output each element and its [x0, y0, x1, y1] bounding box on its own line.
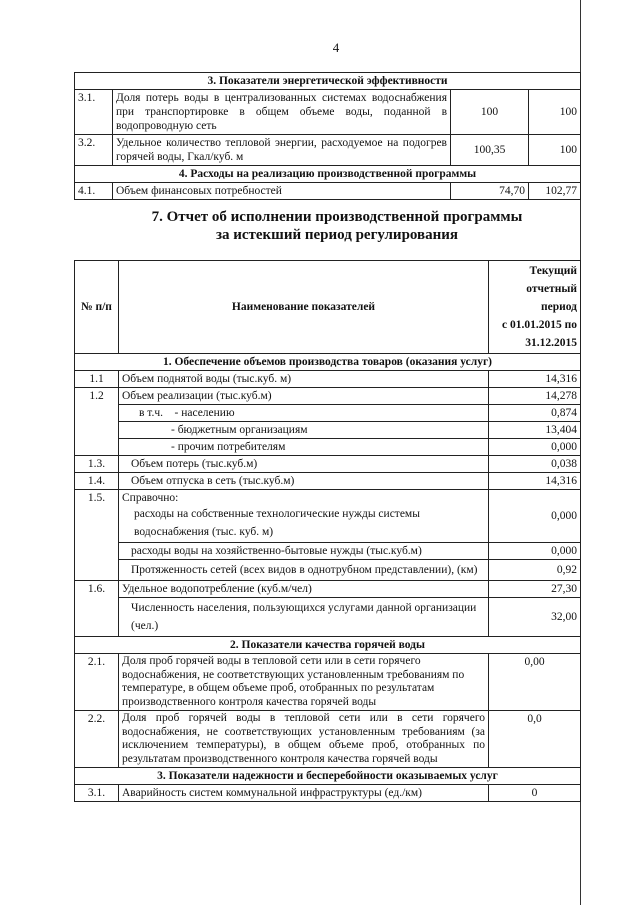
row-value: 27,30: [489, 581, 581, 598]
row-value-plan: 100: [451, 90, 529, 135]
row-number: 1.3.: [75, 456, 119, 473]
row-name: [119, 490, 489, 543]
row-value: 13,404: [489, 422, 581, 439]
table-row: [75, 543, 581, 560]
row-value-plan: 100,35: [451, 135, 529, 166]
table-row: [75, 598, 581, 637]
row-number: 1.4.: [75, 473, 119, 490]
row-value-fact: 100: [529, 135, 581, 166]
row-subname: расходы на собственные технологические нужды системы водоснабжения (тыс. куб. м): [134, 508, 420, 538]
row-name: - бюджетным организациям: [119, 422, 489, 439]
header-number: № п/п: [75, 261, 119, 354]
table-row: [75, 388, 581, 405]
table-row: [75, 183, 581, 200]
table-row: [75, 560, 581, 581]
row-value: 14,316: [489, 473, 581, 490]
header-period-line: отчетный период: [526, 283, 577, 313]
row-value: 0,0: [489, 711, 581, 768]
row-value-fact: 100: [529, 90, 581, 135]
table-row: [75, 711, 581, 768]
header-period: [489, 261, 581, 354]
table-row: [75, 439, 581, 456]
row-name: расходы воды на хозяйственно-бытовые нужды (тыс.куб.м): [119, 543, 489, 560]
section-title: 3. Показатели энергетической эффективности: [75, 73, 581, 90]
table-row: [75, 785, 581, 802]
heading-line-1: 7. Отчет об исполнении производственной программы: [151, 209, 523, 225]
row-value: 0,000: [489, 439, 581, 456]
row-value: 0,874: [489, 405, 581, 422]
row-value: 14,316: [489, 371, 581, 388]
row-number: 1.2: [75, 388, 119, 456]
row-name: Доля потерь воды в централизованных системах водоснабжения при транспортировке в общем объеме воды, поданной в водопроводную сеть: [113, 90, 451, 135]
row-number: 4.1.: [75, 183, 113, 200]
table-row: [75, 90, 581, 135]
row-prefix: в т.ч.: [139, 407, 163, 419]
row-value: 0,92: [489, 560, 581, 581]
row-number: 3.1.: [75, 90, 113, 135]
header-period-line: с 01.01.2015 по: [502, 319, 577, 331]
report-heading: [74, 208, 600, 244]
row-number: 1.5.: [75, 490, 119, 581]
table-row: [75, 422, 581, 439]
row-value: 0: [489, 785, 581, 802]
row-value-fact: 102,77: [529, 183, 581, 200]
row-number: 1.1: [75, 371, 119, 388]
row-value: 0,000: [489, 490, 581, 543]
row-name: Протяженность сетей (всех видов в однотрубном представлении), (км): [119, 560, 489, 581]
row-number: 2.1.: [75, 654, 119, 711]
row-number: 3.2.: [75, 135, 113, 166]
row-value: 0,00: [489, 654, 581, 711]
row-value: 0,000: [489, 543, 581, 560]
table-row: [75, 473, 581, 490]
header-period-line: Текущий: [529, 265, 577, 277]
row-value-plan: 74,70: [451, 183, 529, 200]
page-number: 4: [332, 40, 340, 55]
row-number: 1.6.: [75, 581, 119, 637]
row-name: Аварийность систем коммунальной инфраструктуры (ед./км): [119, 785, 489, 802]
row-name: Объем финансовых потребностей: [113, 183, 451, 200]
section-title: 1. Обеспечение объемов производства товаров (оказания услуг): [75, 354, 581, 371]
row-value: 14,278: [489, 388, 581, 405]
header-name: Наименование показателей: [119, 261, 489, 354]
row-value: 0,038: [489, 456, 581, 473]
row-name: Численность населения, пользующихся услугами данной организации (чел.): [119, 598, 489, 637]
row-name: Удельное количество тепловой энергии, расходуемое на подогрев горячей воды, Гкал/куб. м: [113, 135, 451, 166]
table-row: [75, 371, 581, 388]
row-name: Объем потерь (тыс.куб.м): [119, 456, 489, 473]
row-value: 32,00: [489, 598, 581, 637]
row-name: [119, 405, 489, 422]
energy-efficiency-table: [74, 72, 581, 200]
row-number: 3.1.: [75, 785, 119, 802]
row-name: Доля проб горячей воды в тепловой сети или в сети горячего водоснабжения, не соответствующих установленным требованиям (за исключением температуры), в общем объеме проб, отобранных по результатам производственного контроля качества горячей воды: [119, 711, 489, 768]
heading-line-2: за истекший период регулирования: [215, 227, 459, 243]
table-row: [75, 654, 581, 711]
table-row: [75, 581, 581, 598]
row-name: Доля проб горячей воды в тепловой сети или в сети горячего водоснабжения, не соответствующих установленным требованиям по температуре, в общем объеме проб, отобранных по результатам производственного контроля качества горячей воды: [119, 654, 489, 711]
table-row: [75, 135, 581, 166]
row-name: Объем реализации (тыс.куб.м): [119, 388, 489, 405]
row-name: Объем отпуска в сеть (тыс.куб.м): [119, 473, 489, 490]
table-row: [75, 490, 581, 543]
section-title: 3. Показатели надежности и бесперебойности оказываемых услуг: [75, 768, 581, 785]
row-subname: - населению: [174, 407, 235, 419]
section-title: 2. Показатели качества горячей воды: [75, 637, 581, 654]
row-number: 2.2.: [75, 711, 119, 768]
row-name: - прочим потребителям: [119, 439, 489, 456]
row-name: Удельное водопотребление (куб.м/чел): [119, 581, 489, 598]
table-row: [75, 405, 581, 422]
program-report-table: [74, 260, 581, 802]
row-name: Объем поднятой воды (тыс.куб. м): [119, 371, 489, 388]
section-title: 4. Расходы на реализацию производственной программы: [75, 166, 581, 183]
table-row: [75, 456, 581, 473]
header-period-line: 31.12.2015: [525, 337, 577, 349]
row-label: Справочно:: [122, 492, 179, 504]
